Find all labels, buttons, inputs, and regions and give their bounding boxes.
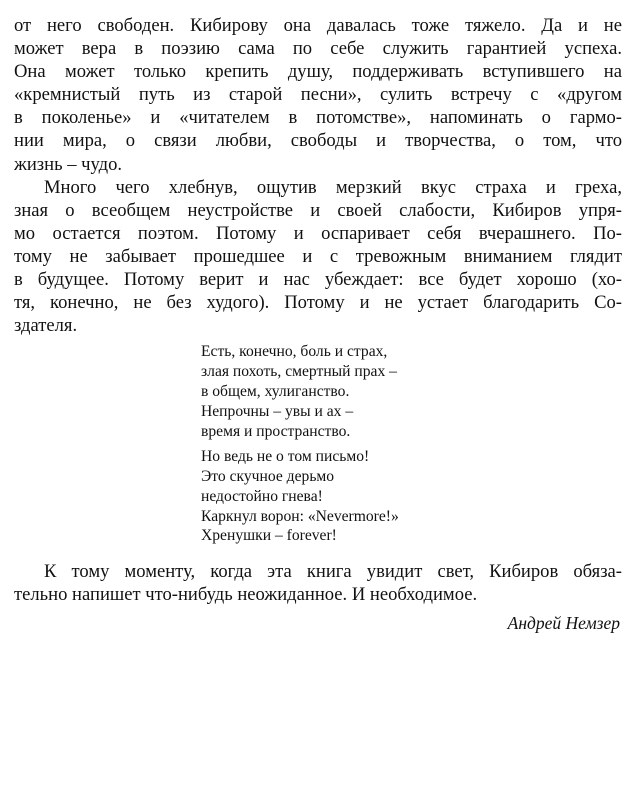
text-line: Много чего хлебнув, ощутив мерзкий вкус страха и греха, bbox=[44, 176, 622, 198]
poem-line: Это скучное дерьмо bbox=[201, 468, 335, 486]
paragraph-1 bbox=[14, 14, 622, 176]
author-signature: Андрей Немзер bbox=[507, 613, 620, 634]
poem-epigraph bbox=[201, 342, 622, 546]
text-line: «кремнистый путь из старой песни», сулить встречу с «другом bbox=[14, 84, 622, 106]
document-page bbox=[14, 14, 622, 635]
text-line: нии мира, о связи любви, свободы и творчества, о том, что bbox=[14, 130, 622, 152]
text-line: здателя. bbox=[14, 315, 78, 337]
text-line: тельно напишет что-нибудь неожиданное. И необходимое. bbox=[14, 584, 478, 606]
text-line: мо остается поэтом. Потому и оспаривает себя вчерашнего. По- bbox=[14, 222, 622, 244]
poem-line: Но ведь не о том письмо! bbox=[201, 448, 370, 466]
poem-line: злая похоть, смертный прах – bbox=[201, 363, 397, 381]
text-line: Она может только крепить душу, поддерживать вступившего на bbox=[14, 61, 622, 83]
poem-stanza-1 bbox=[201, 342, 622, 441]
poem-line: Есть, конечно, боль и страх, bbox=[201, 343, 388, 361]
poem-line: Хренушки – forever! bbox=[201, 527, 337, 545]
text-line: в поколенье» и «читателем в потомстве», напоминать о гармо- bbox=[14, 107, 622, 129]
poem-line: время и пространство. bbox=[201, 422, 351, 440]
text-line: жизнь – чудо. bbox=[14, 153, 123, 175]
poem-stanza-2 bbox=[201, 447, 622, 546]
text-line: тому не забывает прошедшее и с тревожным вниманием глядит bbox=[14, 245, 622, 267]
text-line: зная о всеобщем неустройстве и своей слабости, Кибиров упря- bbox=[14, 199, 622, 221]
poem-line: Непрочны – увы и ах – bbox=[201, 402, 354, 420]
paragraph-3 bbox=[14, 560, 622, 606]
paragraph-2 bbox=[14, 176, 622, 338]
poem-line: недостойно гнева! bbox=[201, 487, 323, 505]
text-line: тя, конечно, не без худого). Потому и не устает благодарить Со- bbox=[14, 292, 622, 314]
text-line: в будущее. Потому верит и нас убеждает: все будет хорошо (хо- bbox=[14, 269, 622, 291]
poem-line: Каркнул ворон: «Nevermore!» bbox=[201, 507, 399, 525]
text-line: от него свободен. Кибирову она давалась тоже тяжело. Да и не bbox=[14, 15, 622, 36]
text-line: К тому моменту, когда эта книга увидит свет, Кибиров обяза- bbox=[44, 561, 622, 583]
poem-line: в общем, хулиганство. bbox=[201, 382, 350, 400]
text-line: может вера в поэзию сама по себе служить гарантией успеха. bbox=[14, 38, 622, 60]
